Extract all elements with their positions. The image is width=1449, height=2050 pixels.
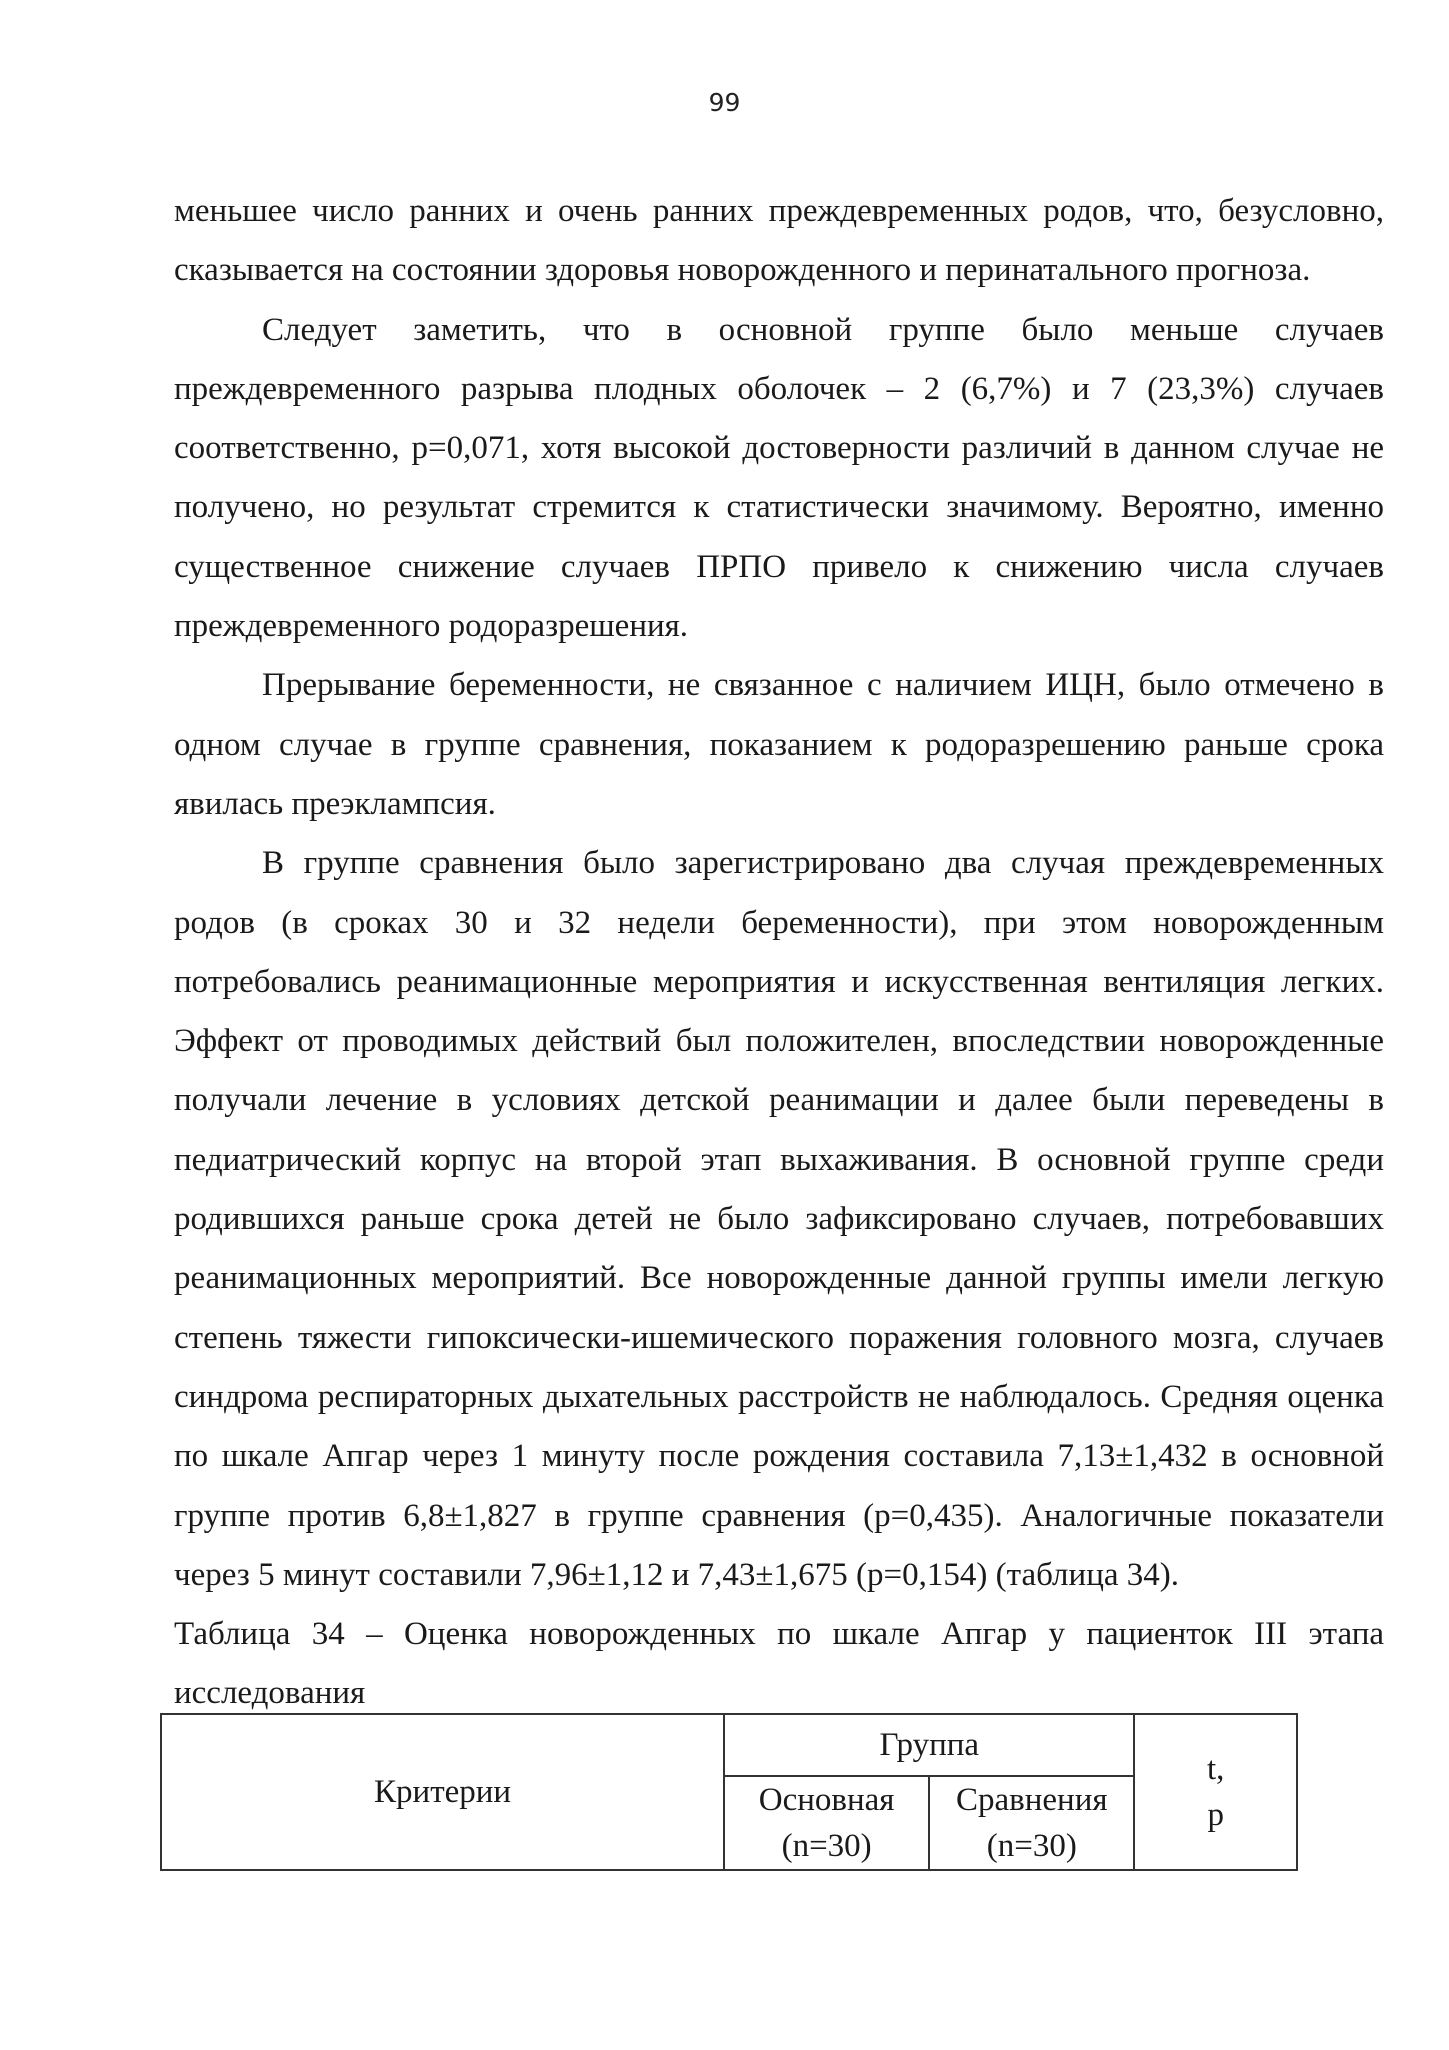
table-header-row [161, 1714, 1297, 1776]
comparison-group-header [929, 1776, 1134, 1870]
group-header: Группа [724, 1714, 1134, 1776]
paragraph-preeclampsia: Прерывание беременности, не связанное с наличием ИЦН, было отмечено в одном случае в группе сравнения, показанием к родоразрешению раньше срока явилась преэклампсия. [174, 667, 1384, 822]
apgar-table [160, 1713, 1298, 1871]
main-group-count: (n=30) [781, 1828, 872, 1864]
comparison-group-count: (n=30) [986, 1828, 1077, 1864]
criteria-header: Критерии [161, 1714, 724, 1870]
comparison-group-label: Сравнения [956, 1782, 1108, 1818]
paragraph-newborn-outcomes: В группе сравнения было зарегистрировано два случая преждевременных родов (в сроках 30 и 32 недели беременности), при этом новорожденным потребовались реанимационные мероприятия и искусственная вентиляция легких. Эффект от проводимых действий был положителен, впоследствии новорожденные получали лечение в условиях детской реанимации и далее были переведены в педиатрический корпус на второй этап выхаживания. В основной группе среди родившихся раньше срока детей не было зафиксировано случаев, потребовавших реанимационных мероприятий. Все новорожденные данной группы имели легкую степень тяжести гипоксически-ишемического поражения головного мозга, случаев синдрома респираторных дыхательных расстройств не наблюдалось. Средняя оценка по шкале Апгар через 1 минуту после рождения составила 7,13±1,432 в основной группе против 6,8±1,827 в группе сравнения (p=0,435). Аналогичные показатели через 5 минут составили 7,96±1,12 и 7,43±1,675 (p=0,154) (таблица 34). [174, 845, 1384, 1593]
body-text [174, 182, 1384, 1724]
main-group-header [724, 1776, 929, 1870]
stat-t-label: t, [1207, 1751, 1225, 1787]
paragraph-membrane-rupture: Следует заметить, что в основной группе было меньше случаев преждевременного разрыва плодных оболочек – 2 (6,7%) и 7 (23,3%) случаев соответственно, p=0,071, хотя высокой достоверности различий в данном случае не получено, но результат стремится к статистически значимому. Вероятно, именно существенное снижение случаев ПРПО привело к снижению числа случаев преждевременного родоразрешения. [174, 311, 1384, 645]
table-caption: Таблица 34 – Оценка новорожденных по шкале Апгар у пациенток III этапа исследования [174, 1616, 1384, 1712]
main-group-label: Основная [758, 1782, 895, 1818]
stat-header [1134, 1714, 1297, 1870]
stat-p-label: p [1207, 1797, 1224, 1833]
paragraph-continuation: меньшее число ранних и очень ранних преждевременных родов, что, безусловно, сказывается на состоянии здоровья новорожденного и перинатального прогноза. [174, 193, 1384, 289]
page-number: 99 [708, 88, 741, 117]
